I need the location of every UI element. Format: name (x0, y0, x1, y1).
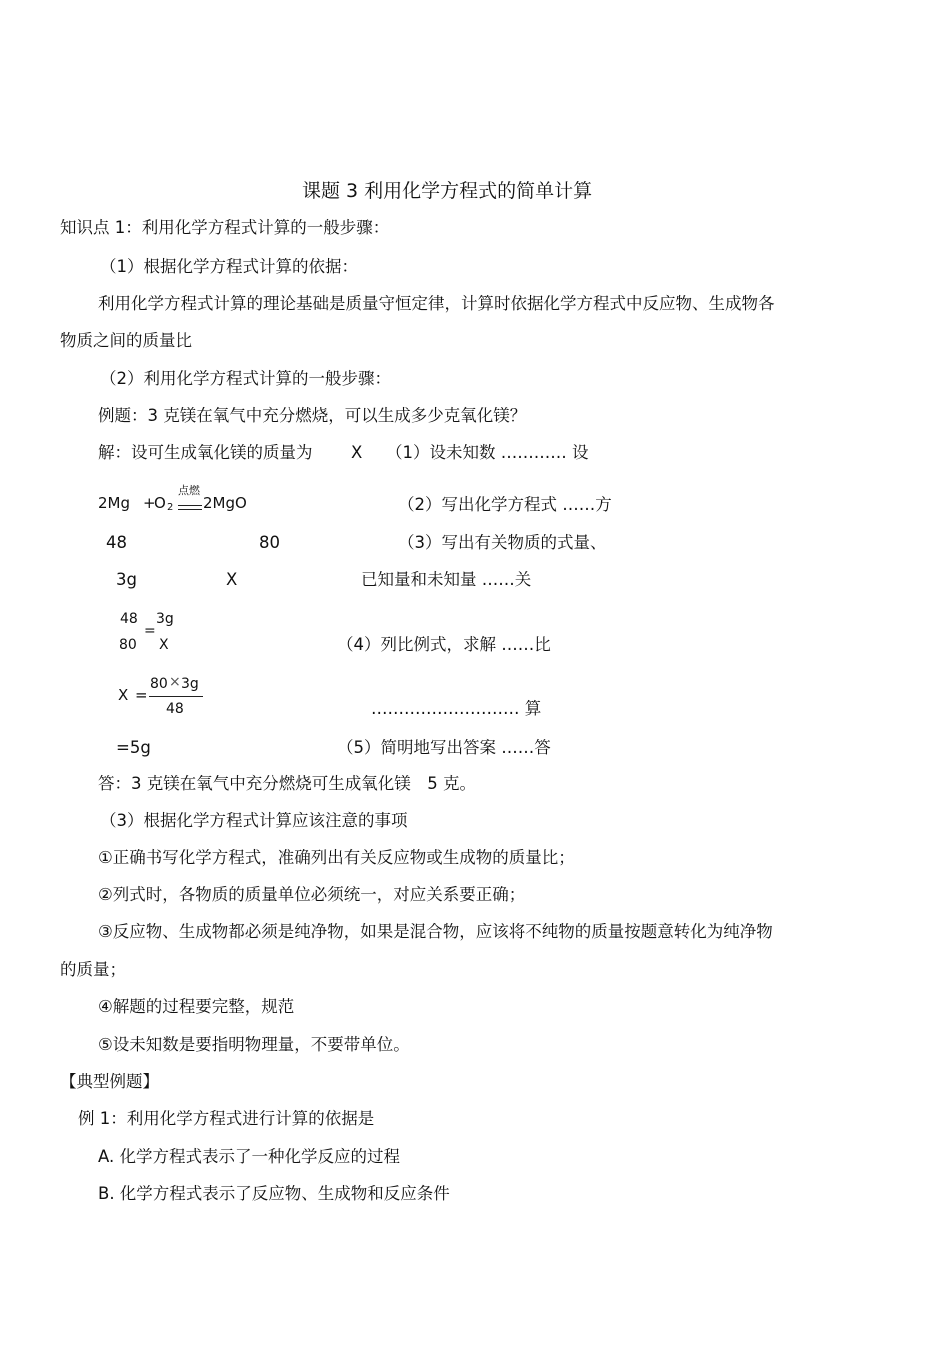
ratio-numerator: 48 (120, 611, 138, 627)
step-label: （4）列比例式，求解 ……比 (337, 635, 551, 654)
mass-mgo: 80 (259, 533, 280, 552)
mass-mg: 48 (106, 533, 127, 552)
calc-result: =5g (116, 738, 151, 757)
note-item: ②列式时，各物质的质量单位必须统一，对应关系要正确； (98, 885, 526, 904)
reactant-o2: O (154, 494, 166, 512)
knowledge-point-heading: 知识点 1：利用化学方程式计算的一般步骤： (60, 218, 390, 237)
option-a: A. 化学方程式表示了一种化学反应的过程 (98, 1147, 400, 1166)
equals-sign: = (144, 623, 156, 639)
example-question: 例题：3 克镁在氧气中充分燃烧，可以生成多少克氧化镁？ (98, 406, 527, 425)
plus-sign: + (143, 494, 156, 512)
known-mass: 3g (116, 570, 137, 589)
section-heading-3: （3）根据化学方程式计算应该注意的事项 (100, 811, 408, 830)
note-item: ④解题的过程要完整，规范 (98, 997, 295, 1016)
step-label: （2）写出化学方程式 ……方 (398, 495, 612, 514)
section-heading-1: （1）根据化学方程式计算的依据： (100, 257, 358, 276)
calc-numerator: 80 (150, 676, 168, 692)
typical-examples-heading: 【典型例题】 (60, 1072, 159, 1091)
step-label: 已知量和未知量 ……关 (361, 570, 532, 589)
note-item: ⑤设未知数是要指明物理量，不要带单位。 (98, 1035, 410, 1054)
note-item: ③反应物、生成物都必须是纯净物，如果是混合物，应该将不纯物的质量按题意转化为纯净物 (98, 922, 773, 941)
reaction-condition: 点燃 (178, 484, 200, 497)
step-label: ……………………… 算 (371, 699, 542, 718)
note-item: ①正确书写化学方程式，准确列出有关反应物或生成物的质量比； (98, 848, 575, 867)
ratio-denominator: 80 (119, 637, 137, 653)
option-b: B. 化学方程式表示了反应物、生成物和反应条件 (98, 1184, 450, 1203)
ratio-numerator: 3g (156, 611, 174, 627)
step-label: （3）写出有关物质的式量、 (398, 533, 607, 552)
fraction-bar (149, 696, 203, 697)
ratio-denominator: X (159, 637, 169, 653)
step-label: （1）设未知数 ………… 设 (386, 443, 589, 462)
equation-sign-line (178, 509, 202, 510)
multiply-sign: × (169, 674, 181, 690)
example-1-question: 例 1：利用化学方程式进行计算的依据是 (78, 1109, 375, 1128)
product-mgo: 2MgO (203, 494, 247, 512)
section-heading-2: （2）利用化学方程式计算的一般步骤： (100, 369, 391, 388)
equals-sign: = (135, 686, 148, 704)
reactant-mg: 2Mg (98, 494, 131, 512)
unknown-variable: X (351, 443, 363, 462)
paragraph-line: 物质之间的质量比 (60, 331, 192, 350)
equation-sign-line (178, 505, 202, 506)
answer-line: 答：3 克镁在氧气中充分燃烧可生成氧化镁 5 克。 (98, 774, 476, 793)
o2-subscript: 2 (167, 502, 174, 513)
solution-intro: 解：设可生成氧化镁的质量为 (98, 443, 313, 462)
step-label: （5）简明地写出答案 ……答 (337, 738, 551, 757)
calc-numerator: 3g (181, 676, 199, 692)
calc-lhs: X (118, 686, 129, 704)
page-title: 课题 3 利用化学方程式的简单计算 (302, 180, 593, 202)
unknown-mass: X (226, 570, 238, 589)
calc-denominator: 48 (166, 701, 184, 717)
note-item: 的质量； (60, 960, 126, 979)
paragraph-line: 利用化学方程式计算的理论基础是质量守恒定律，计算时依据化学方程式中反应物、生成物各 (98, 294, 775, 313)
